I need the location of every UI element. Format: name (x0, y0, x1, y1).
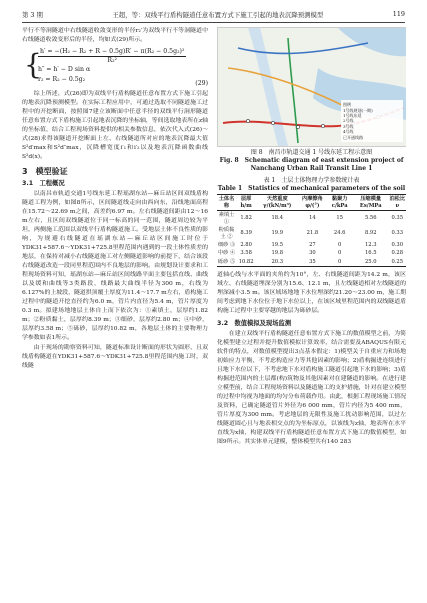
right-column (217, 27, 406, 595)
table-cell: 19.9 (271, 230, 284, 237)
table-header-cell: 天然重度 γ/(kN/m³) (256, 195, 298, 211)
subsection-heading-3-1: 3.1 工程概况 (22, 180, 65, 187)
table-cell: 14 (309, 215, 316, 222)
figure-8-map (217, 27, 406, 147)
left-paragraph-2: 综上所述，式(26)即为双线平行盾构隧道任意布置方式下施工引起的地表沉降预测模型。在实际工程应用中，可通过选取不同隧道施工过程中的开挖断面，按照图7建立该断面中任意半径的双线平行洞形隧道任意布置方式下盾构施工引起地表沉降的坐标轴，等间选取地表所在z轴的坐标值，结合工程现场资料提供的相关参数信息，依次代入式(26)～式(28)求得该隧道开挖断面上左、右线隧道所对应的地表沉降最大值S²d′max和S²d″max，沉降槽宽度i′₁和i′₂以及地表沉降函数曲线S²d(x)。 (22, 91, 208, 160)
table-header-cell: 压缩模量 Es/MPa (353, 195, 389, 211)
table-cell: 0.33 (391, 230, 404, 237)
table-cell: 27 (309, 242, 316, 249)
table-cell: 25.0 (353, 258, 389, 267)
legend-item: 2号线 (343, 118, 354, 124)
table-cell: 0.25 (389, 258, 406, 267)
table-cell: 0.30 (391, 242, 404, 249)
table-1-caption-en: Table 1 Statistics of mechanical parameters of the soil (217, 185, 406, 192)
table-cell: 30 (309, 250, 316, 257)
section-heading-3: 3 模型验证 (22, 167, 68, 176)
equation-line-2: h″ = h′ − D sin α (38, 66, 91, 73)
legend-item: 已开通线路 (343, 134, 363, 140)
equation-brace: { (24, 48, 42, 81)
table-cell: 5.56 (364, 215, 377, 222)
figure-8-caption-cn: 图 8 南昌市轨道交通 1 号线东延工程示意图 (250, 149, 373, 156)
left-column (22, 27, 208, 595)
table-cell: 8.92 (364, 230, 377, 237)
table-cell: 35 (298, 258, 326, 267)
left-paragraph-4: 由于现场的勘察资料可知，隧道标准设计断面的形状为圆形，且双线盾构隧道在YDK31+587.6～YDK31+725.8里程范围内施工时，双线隧 (22, 345, 208, 369)
equation-line-1 (32, 48, 208, 65)
header-rule (22, 22, 405, 23)
table-cell: 10.82 (236, 258, 256, 267)
subsection-heading-3-2: 3.2 数值模拟及现场监测 (217, 320, 292, 328)
table-cell: 素填土 ① (218, 211, 235, 225)
legend-item: 1号线东延 (343, 112, 362, 118)
table-cell: 0.35 (391, 215, 404, 222)
issue-number: 第 3 期 (22, 10, 43, 19)
table-1-caption-cn: 表 1 土层土体物理力学参数统计表 (263, 177, 360, 184)
equation-fraction (38, 48, 186, 65)
running-title: 王超，等：双线平行盾构隧道任意布置方式下施工引起的地表沉降预测模型 (112, 10, 324, 19)
table-header-cell: 黏聚力 c/kPa (326, 195, 353, 211)
table-cell: 细砂 ③ (217, 242, 236, 249)
equation-numerator: h′ = −(H₂ − R₂ + R − 0.5g)R′ − π(R₂ − 0.5g₂)² (40, 48, 185, 55)
table-header-cell: 层厚 h/m (236, 195, 256, 211)
table-cell: 20.3 (256, 258, 298, 267)
table-cell: 0.28 (391, 250, 404, 257)
table-cell: 中砂 ④ (217, 250, 236, 257)
table-header-cell: 土体名称 (217, 195, 236, 211)
table-cell: 0 (338, 250, 342, 257)
table-row (217, 250, 406, 258)
map-legend (341, 100, 403, 142)
table-row (217, 242, 406, 250)
table-cell: 19.8 (271, 250, 284, 257)
table-cell: 21.8 (306, 230, 319, 237)
table-cell: 24.6 (333, 230, 346, 237)
soil-parameter-table (217, 194, 406, 267)
table-cell: 粉质黏土 ② (218, 226, 235, 240)
table-row (217, 211, 406, 227)
table-header-cell: 泊松比 ν (389, 195, 406, 211)
equation-number: (29) (195, 80, 208, 87)
equation-denominator: R₂² (107, 57, 118, 64)
table-cell: 2.80 (240, 242, 252, 249)
legend-item: 4号线 (343, 129, 354, 135)
left-paragraph-3: 以南昌市轨道交通1号线东延工程瑶湖东站—麻丘站区间双线盾构隧道工程为例，如图8所示，区间隧道线走向由西向东，沿线地面高程在15.72～22.69 m之间，高差约6.97 m。左右线隧道间距由12～16 m左右，且区间双线隧道位于同一标高的同一范围，隧道周边较为平坦，两侧施工范围以双线平行盾构隧道施工。受地层土体不良性质的影响，为规避右线隧道在瑶湖东站—麻丘站区间施工时位于YDK31+587.6～YDK31+725.8里程范围内遇到的一段土体性质差的地层，在保持对减小右线隧道施工对左侧隧道影响的前提下，结合该段右线隧道改造一段同里程范围内不良地层的影响。由规划设计要求和工程现场资料可知，瑶湖东站—麻丘站区间线路平面主要包括直线、曲线以及缓和曲线等3类路段，线路最大曲线半径为300 m，右线为6.127%的上坡段，隧道拱顶覆土厚度为11.4～17.7 m左右，盾构施工过程中的隧道开挖直径约为6.0 m，管片内直径为5.4 m，管片厚度为0.3 m。拟建场地地层土体自上而下依次为：①素填土，层厚约1.82 m；②粉质黏土，层厚约8.39 m；③细砂，层厚约2.80 m；④中砂，层厚约3.58 m；⑤砾砂，层厚约10.82 m，各地层土体的主要物理力学参数如表1所示。 (22, 191, 208, 341)
table-cell: 18.4 (271, 215, 284, 222)
right-paragraph-2: 在建立双线平行盾构隧道任意布置方式下施工的数值模型之前，为简化模型建立过程并提升数值模拟计算效率，结合需要及ABAQUS有限元软件的特点，对数值模型提出3点基本假定：1)模型关于自重应力和场地初始应力平衡，不考虑构造应力等其他因素的影响；2)盾构掘进连续进行且地下水位以下，不考虑地下水对盾构施工隧道引起地下水的影响；3)盾构掘进范围内的土层都(构)筑物及其他因素对在建隧道的影响。在进行建立模型前，结合工程现场资料以及隧道施工的支护措施，针对在建立模型的过程中均视为地面的均匀分布荷载作用。由此，根据工程现场施工情况及资料，已确定隧道管片外径为6 000 mm，管片内径为5 400 mm，管片厚度为300 mm。考虑地层的无限性及施工扰动影响范围，以过左线隧道圆心且与地表相交点的为坐标原点，以该线为z轴，地表所在水平直线为x轴，构建双线平行盾构隧道任意布置方式下施工的数值模型，如图9所示。其实体单元建模，整体模型共有140 283 (217, 331, 406, 446)
table-cell: 0 (338, 242, 342, 249)
table-cell: 8.39 (240, 230, 252, 237)
table-cell: 16.5 (364, 250, 377, 257)
equation-29 (22, 48, 208, 85)
legend-item: 1号线规划(一期) (343, 107, 373, 113)
table-cell: 12.3 (364, 242, 377, 249)
table-cell: 0 (326, 258, 353, 267)
figure-8-caption-en-2: Nanchang Urban Rail Transit Line 1 (250, 165, 373, 172)
table-cell: 19.5 (271, 242, 284, 249)
table-header-cell: 内摩擦角 φ/(°) (298, 195, 326, 211)
table-cell: 1.82 (240, 215, 252, 222)
page-number: 119 (392, 10, 405, 18)
left-paragraph-1: 平行不等洞隧道中右线隧道收敛变形的半径r₂′为双线平行不等洞隧道中右线隧道收敛变形后的半径，均如式(29)所示。 (22, 28, 208, 43)
legend-item: 3号线 (343, 123, 354, 129)
table-cell: 15 (336, 215, 343, 222)
equation-line-3: r₂ = R₂ − 0.5g₂ (38, 76, 86, 83)
legend-title: 图例 (343, 102, 351, 108)
table-header-row (217, 195, 406, 211)
table-row (217, 258, 406, 267)
table-cell: 砾砂 ⑤ (217, 258, 236, 267)
running-header (22, 8, 405, 20)
right-paragraph-1: 道轴心线与水平面的夹角约为10°，左、右线隧道间距为14.2 m，该区域左、右线隧道埋深分别为15.6、12.1 m，且左线隧道相对左线隧道的埋深减小3.5 m。该区域场地地下水位埋深约21.20～23.00 m，施工期间考虑到地下水位位于地下水位以上，在该区域里程范围内的双线隧道盾构施工过程中主要穿越的地层为砾砂层。 (217, 272, 406, 315)
table-row (217, 226, 406, 241)
table-cell: 3.58 (240, 250, 252, 257)
figure-8-caption-en-1: Fig. 8 Schematic diagram of east extension project of (219, 157, 404, 164)
